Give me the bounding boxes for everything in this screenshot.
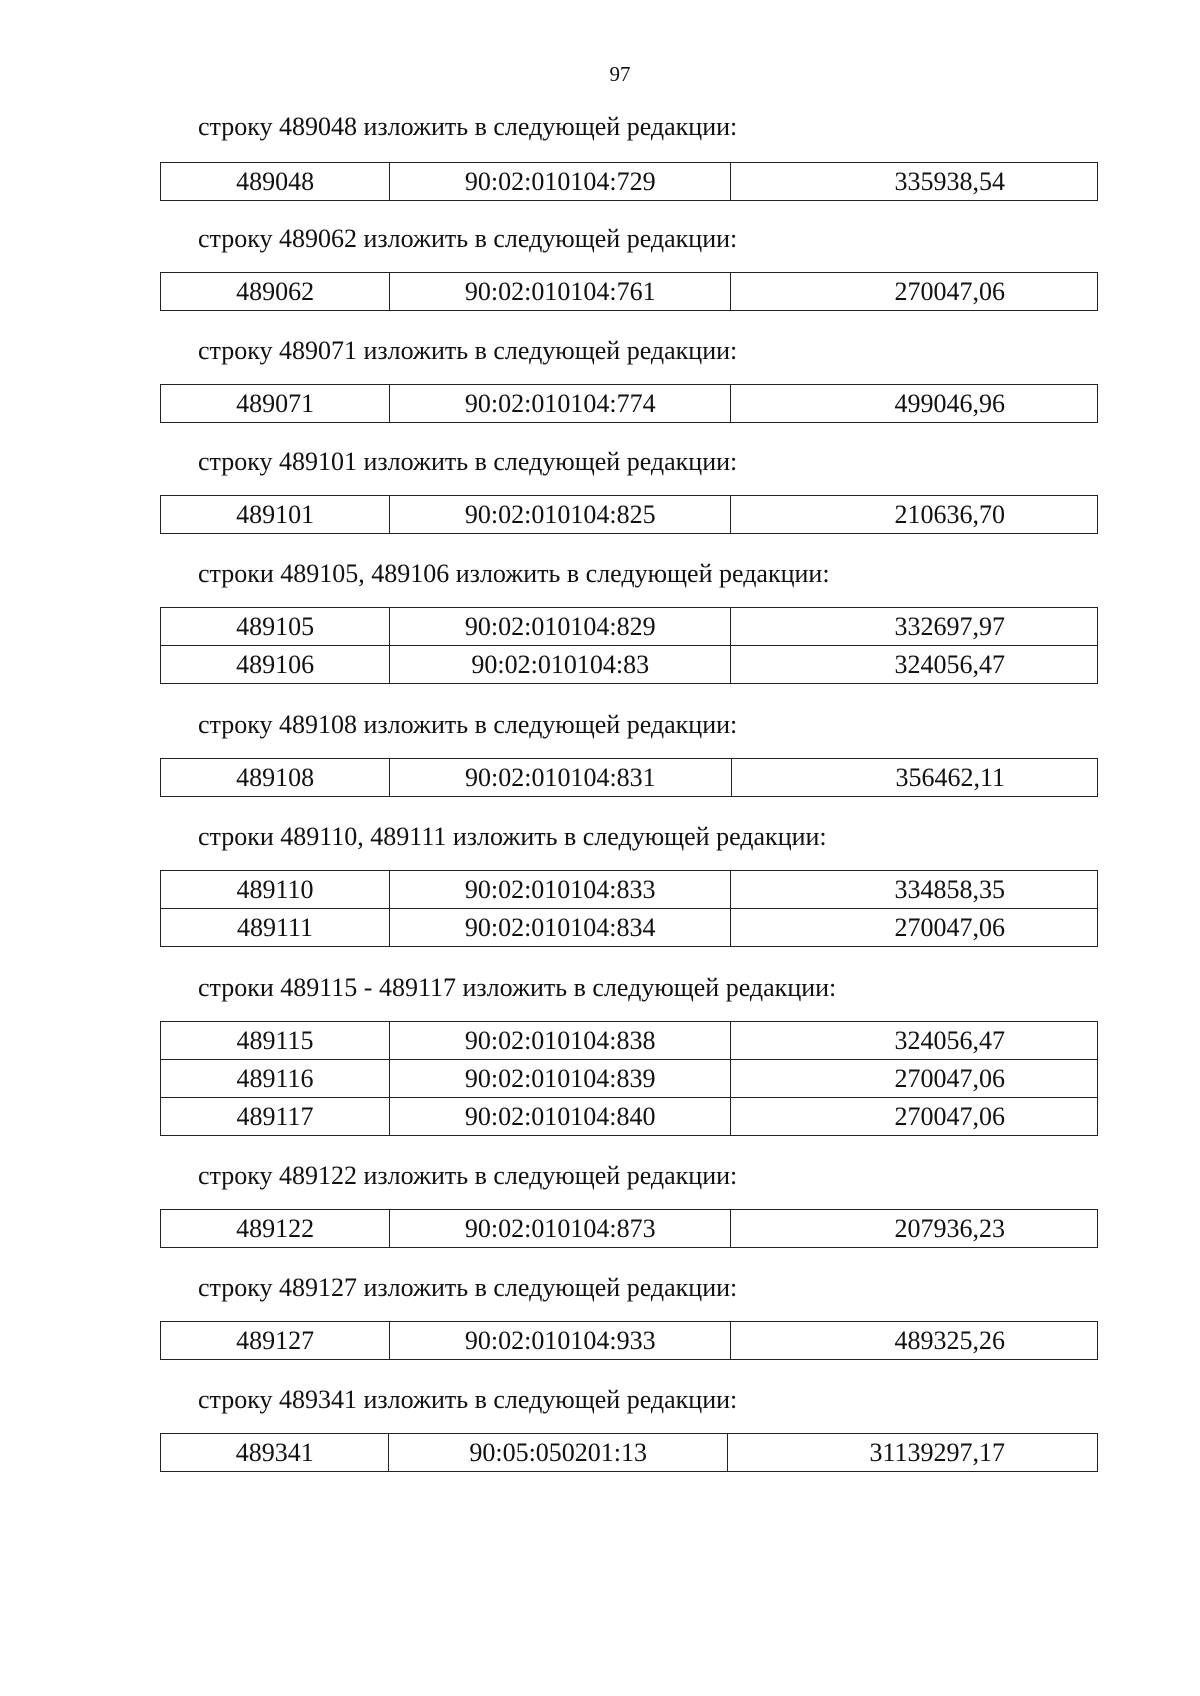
- values-table: [160, 758, 1098, 797]
- cadastral-number-cell: 90:02:010104:840: [390, 1098, 731, 1136]
- values-table: [160, 1021, 1098, 1136]
- cadastral-number-cell: 90:02:010104:729: [390, 163, 731, 201]
- table-row: [161, 163, 1098, 201]
- section-489122: [160, 1161, 1100, 1248]
- row-number-cell: 489122: [161, 1210, 390, 1248]
- table-row: [161, 1210, 1098, 1248]
- section-489127: [160, 1273, 1100, 1360]
- values-table: [160, 384, 1098, 423]
- cadastral-number-cell: 90:02:010104:833: [390, 871, 731, 909]
- table-row: [161, 871, 1098, 909]
- values-table: [160, 1321, 1098, 1360]
- section-489110-489111: [160, 822, 1100, 947]
- section-489341: [160, 1385, 1100, 1472]
- value-cell: 356462,11: [731, 759, 1097, 797]
- value-cell: 335938,54: [731, 163, 1098, 201]
- section-489101: [160, 447, 1100, 534]
- cadastral-number-cell: 90:02:010104:774: [390, 385, 731, 423]
- section-489071: [160, 336, 1100, 423]
- instruction-text: строку 489071 изложить в следующей редакции:: [198, 336, 738, 365]
- value-cell: 499046,96: [731, 385, 1098, 423]
- row-number-cell: 489115: [161, 1022, 390, 1060]
- cadastral-number-cell: 90:02:010104:834: [390, 909, 731, 947]
- table-row: [161, 646, 1098, 684]
- cadastral-number-cell: 90:02:010104:825: [390, 496, 731, 534]
- value-cell: 270047,06: [731, 909, 1098, 947]
- page-number: 97: [609, 62, 631, 86]
- value-cell: 210636,70: [731, 496, 1098, 534]
- instruction-text: строку 489122 изложить в следующей редакции:: [198, 1161, 738, 1190]
- cadastral-number-cell: 90:02:010104:829: [390, 608, 731, 646]
- values-table: [160, 1209, 1098, 1248]
- row-number-cell: 489048: [161, 163, 390, 201]
- cadastral-number-cell: 90:05:050201:13: [389, 1434, 727, 1472]
- table-row: [161, 1434, 1098, 1472]
- values-table: [160, 870, 1098, 947]
- value-cell: 270047,06: [731, 273, 1098, 311]
- value-cell: 270047,06: [731, 1060, 1098, 1098]
- table-row: [161, 1322, 1098, 1360]
- instruction-text: строку 489048 изложить в следующей редакции:: [198, 112, 738, 141]
- row-number-cell: 489111: [161, 909, 390, 947]
- section-489062: [160, 224, 1100, 311]
- table-row: [161, 1060, 1098, 1098]
- row-number-cell: 489341: [161, 1434, 389, 1472]
- table-row: [161, 909, 1098, 947]
- instruction-text: строку 489341 изложить в следующей редакции:: [198, 1385, 738, 1414]
- cadastral-number-cell: 90:02:010104:933: [390, 1322, 731, 1360]
- section-489115-489117: [160, 973, 1100, 1136]
- cadastral-number-cell: 90:02:010104:831: [390, 759, 731, 797]
- value-cell: 489325,26: [731, 1322, 1098, 1360]
- row-number-cell: 489101: [161, 496, 390, 534]
- section-489105-489106: [160, 559, 1100, 684]
- instruction-text: строки 489115 - 489117 изложить в следующей редакции:: [198, 973, 837, 1002]
- instruction-text: строку 489101 изложить в следующей редакции:: [198, 447, 738, 476]
- table-row: [161, 496, 1098, 534]
- table-row: [161, 1022, 1098, 1060]
- value-cell: 270047,06: [731, 1098, 1098, 1136]
- row-number-cell: 489110: [161, 871, 390, 909]
- cadastral-number-cell: 90:02:010104:83: [390, 646, 731, 684]
- values-table: [160, 607, 1098, 684]
- row-number-cell: 489127: [161, 1322, 390, 1360]
- row-number-cell: 489071: [161, 385, 390, 423]
- row-number-cell: 489062: [161, 273, 390, 311]
- values-table: [160, 162, 1098, 201]
- table-row: [161, 273, 1098, 311]
- cadastral-number-cell: 90:02:010104:761: [390, 273, 731, 311]
- cadastral-number-cell: 90:02:010104:873: [390, 1210, 731, 1248]
- value-cell: 334858,35: [731, 871, 1098, 909]
- value-cell: 324056,47: [731, 1022, 1098, 1060]
- row-number-cell: 489106: [161, 646, 390, 684]
- instruction-text: строку 489108 изложить в следующей редакции:: [198, 710, 738, 739]
- value-cell: 324056,47: [731, 646, 1098, 684]
- instruction-text: строку 489062 изложить в следующей редакции:: [198, 224, 738, 253]
- values-table: [160, 272, 1098, 311]
- value-cell: 31139297,17: [727, 1434, 1097, 1472]
- table-row: [161, 1098, 1098, 1136]
- row-number-cell: 489117: [161, 1098, 390, 1136]
- cadastral-number-cell: 90:02:010104:839: [390, 1060, 731, 1098]
- table-row: [161, 759, 1098, 797]
- value-cell: 207936,23: [731, 1210, 1098, 1248]
- value-cell: 332697,97: [731, 608, 1098, 646]
- section-489048: [160, 112, 1100, 201]
- values-table: [160, 1433, 1098, 1472]
- row-number-cell: 489108: [161, 759, 390, 797]
- row-number-cell: 489116: [161, 1060, 390, 1098]
- table-row: [161, 608, 1098, 646]
- cadastral-number-cell: 90:02:010104:838: [390, 1022, 731, 1060]
- instruction-text: строку 489127 изложить в следующей редакции:: [198, 1273, 738, 1302]
- values-table: [160, 495, 1098, 534]
- instruction-text: строки 489110, 489111 изложить в следующей редакции:: [198, 822, 827, 851]
- row-number-cell: 489105: [161, 608, 390, 646]
- section-489108: [160, 710, 1100, 797]
- instruction-text: строки 489105, 489106 изложить в следующей редакции:: [198, 559, 830, 588]
- table-row: [161, 385, 1098, 423]
